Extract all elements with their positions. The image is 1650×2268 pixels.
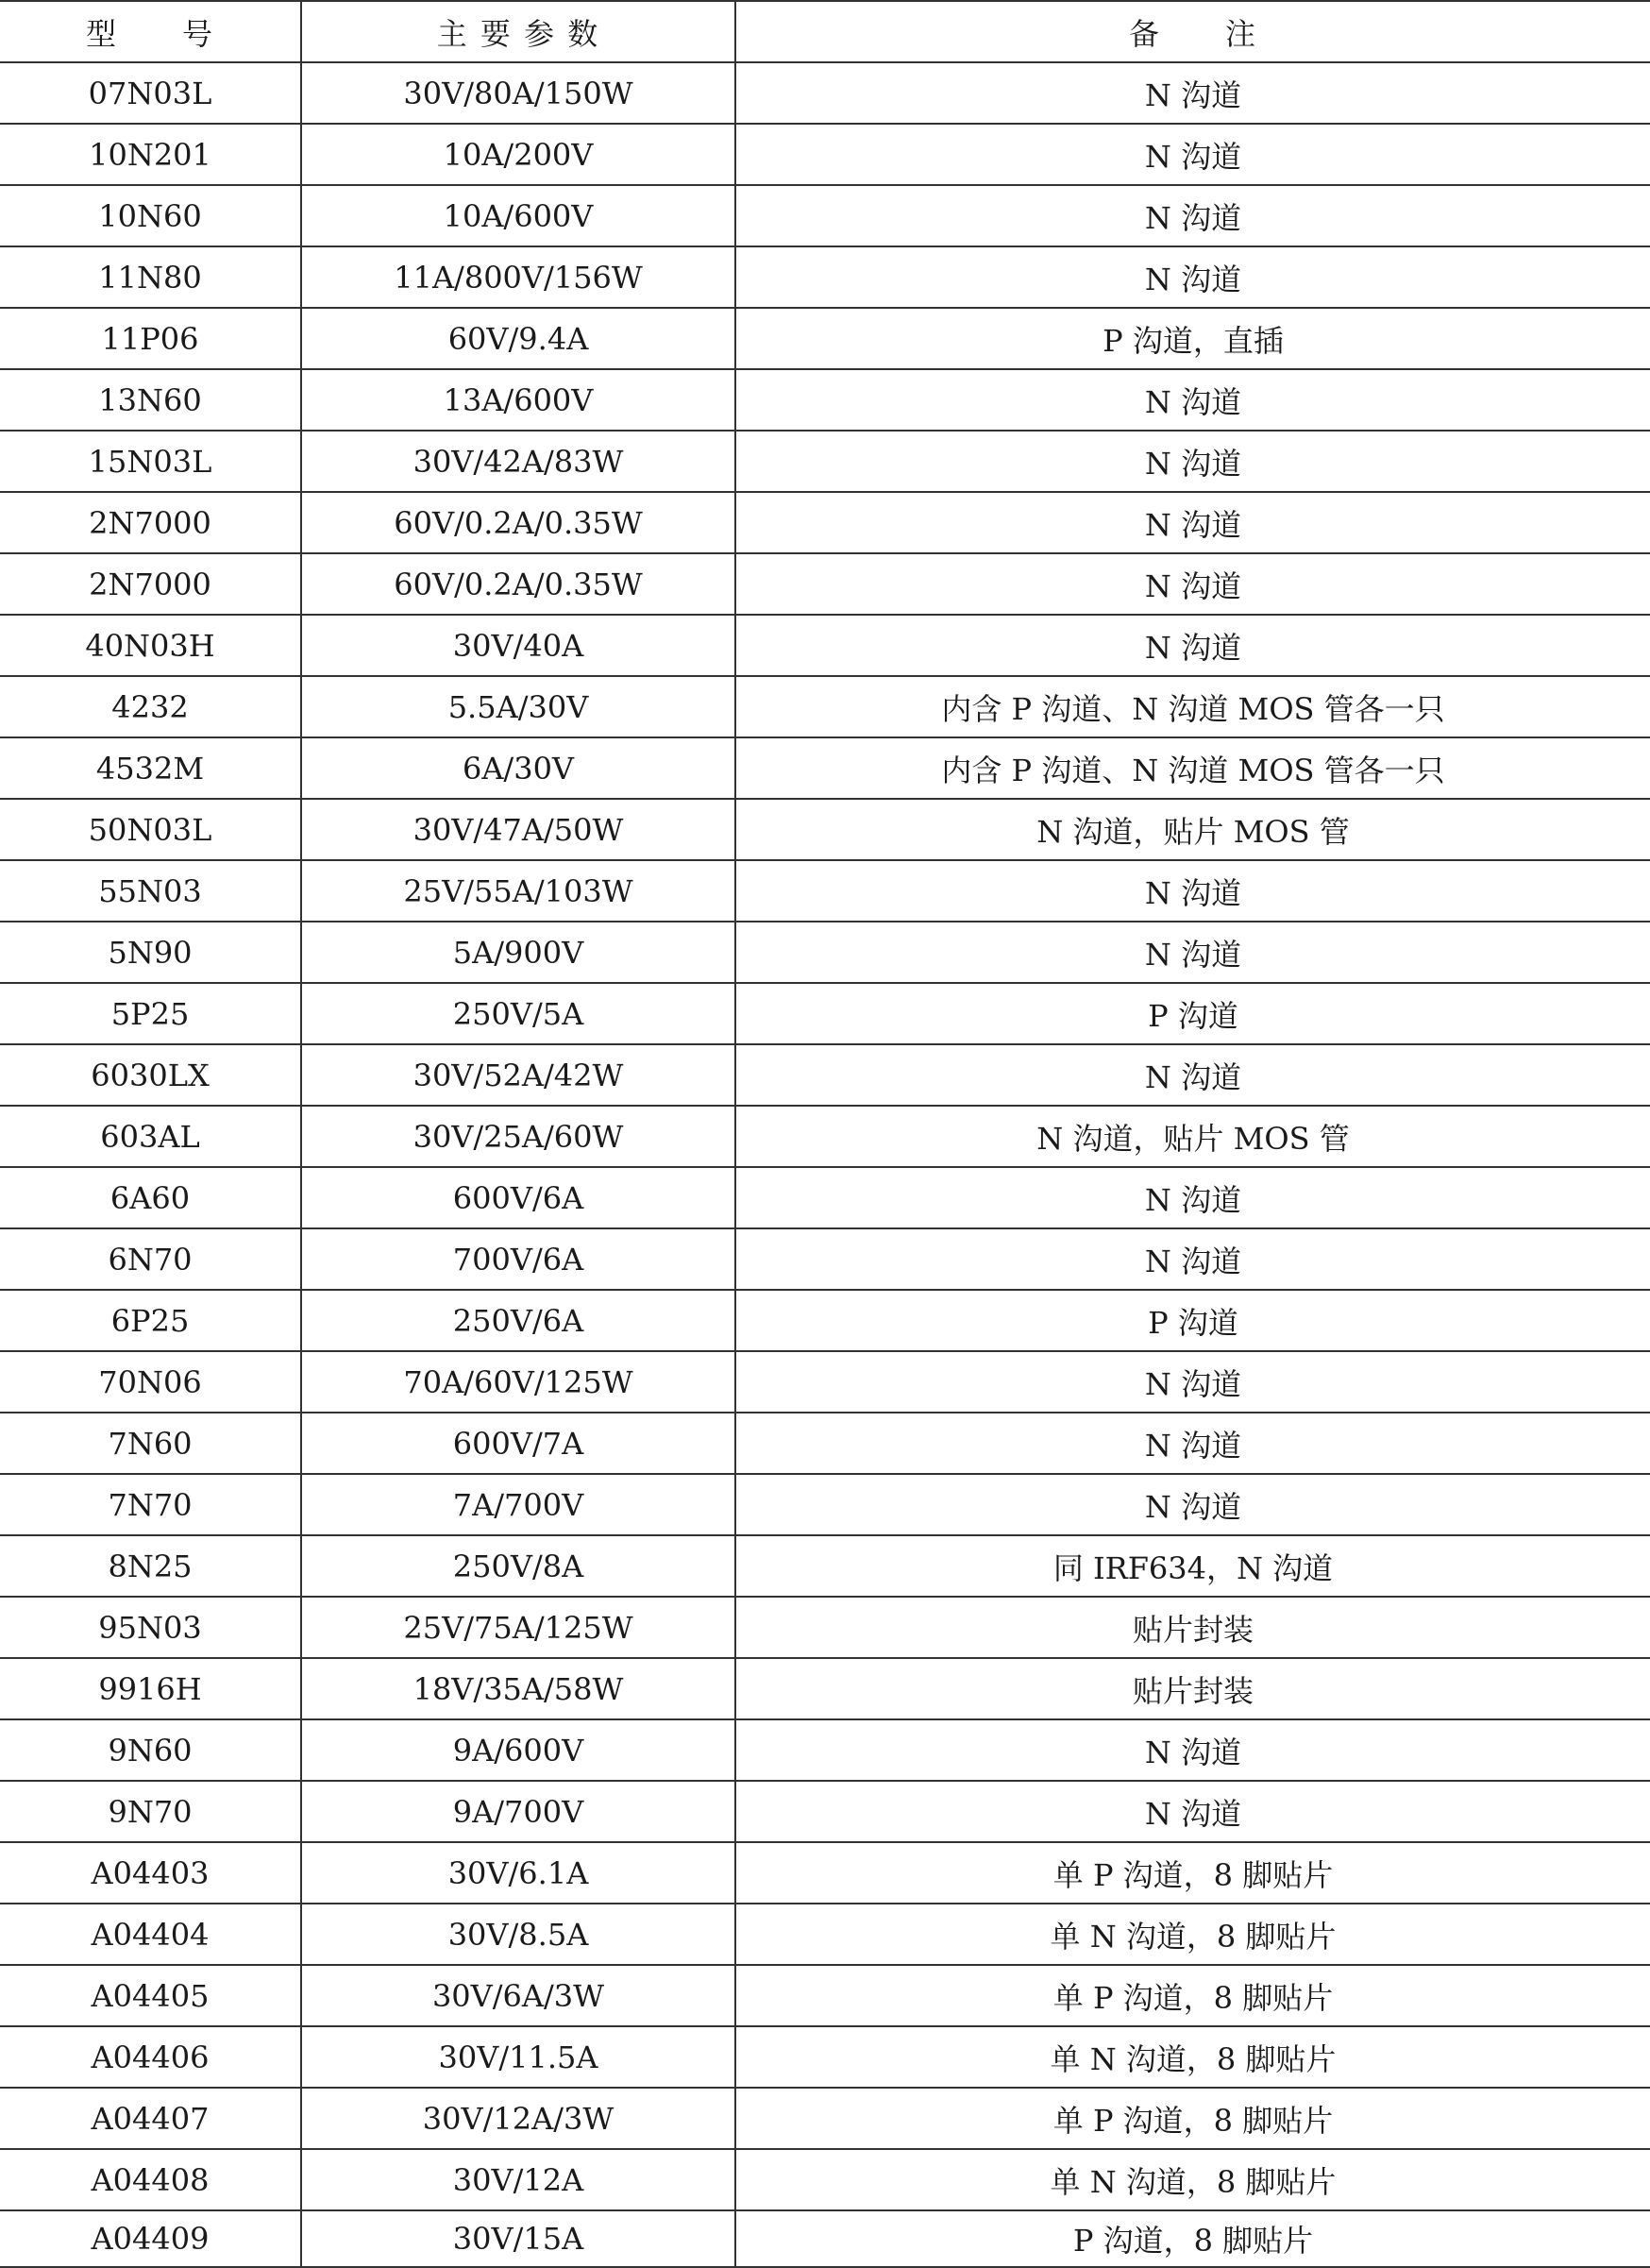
cell-params: 6A/30V: [301, 737, 735, 799]
table-row: [0, 431, 1650, 492]
header-main-params: 主 要 参 数: [301, 1, 735, 62]
table-row: [0, 1228, 1650, 1290]
cell-model: 07N03L: [0, 62, 301, 124]
cell-params: 60V/0.2A/0.35W: [301, 492, 735, 553]
cell-remarks: P 沟道，8 脚贴片: [735, 2210, 1650, 2267]
table-row: [0, 124, 1650, 185]
table-row: [0, 1904, 1650, 1965]
cell-params: 10A/600V: [301, 185, 735, 246]
cell-remarks: N 沟道: [735, 185, 1650, 246]
cell-remarks: N 沟道: [735, 922, 1650, 983]
table-row: [0, 922, 1650, 983]
cell-model: 11N80: [0, 246, 301, 308]
cell-remarks: P 沟道: [735, 1290, 1650, 1351]
cell-model: 9N70: [0, 1781, 301, 1842]
cell-remarks: P 沟道，直插: [735, 308, 1650, 369]
cell-params: 30V/12A/3W: [301, 2088, 735, 2149]
cell-remarks: 贴片封装: [735, 1597, 1650, 1658]
table-row: [0, 860, 1650, 922]
cell-remarks: N 沟道: [735, 246, 1650, 308]
cell-model: 5P25: [0, 983, 301, 1044]
table-row: [0, 676, 1650, 737]
cell-params: 5A/900V: [301, 922, 735, 983]
table-row: [0, 1044, 1650, 1106]
table-row: [0, 1413, 1650, 1474]
cell-params: 25V/55A/103W: [301, 860, 735, 922]
cell-model: 4232: [0, 676, 301, 737]
cell-model: 55N03: [0, 860, 301, 922]
cell-model: 6P25: [0, 1290, 301, 1351]
cell-remarks: N 沟道: [735, 1413, 1650, 1474]
table-row: [0, 615, 1650, 676]
cell-params: 9A/700V: [301, 1781, 735, 1842]
cell-params: 250V/8A: [301, 1535, 735, 1597]
cell-params: 30V/12A: [301, 2149, 735, 2210]
cell-remarks: 单 P 沟道，8 脚贴片: [735, 1965, 1650, 2026]
cell-params: 30V/11.5A: [301, 2026, 735, 2088]
table-row: [0, 246, 1650, 308]
cell-params: 600V/6A: [301, 1167, 735, 1228]
cell-params: 9A/600V: [301, 1719, 735, 1781]
table-body: [0, 62, 1650, 2267]
cell-model: 6030LX: [0, 1044, 301, 1106]
cell-model: 9N60: [0, 1719, 301, 1781]
cell-model: 6N70: [0, 1228, 301, 1290]
cell-remarks: P 沟道: [735, 983, 1650, 1044]
cell-model: 10N201: [0, 124, 301, 185]
cell-remarks: 单 N 沟道，8 脚贴片: [735, 2026, 1650, 2088]
cell-model: 95N03: [0, 1597, 301, 1658]
table-row: [0, 2210, 1650, 2267]
table-row: [0, 2088, 1650, 2149]
cell-model: 7N60: [0, 1413, 301, 1474]
cell-remarks: N 沟道: [735, 1351, 1650, 1413]
cell-remarks: N 沟道: [735, 1474, 1650, 1535]
cell-params: 10A/200V: [301, 124, 735, 185]
table-row: [0, 492, 1650, 553]
cell-params: 30V/15A: [301, 2210, 735, 2267]
cell-model: 15N03L: [0, 431, 301, 492]
cell-remarks: N 沟道: [735, 553, 1650, 615]
cell-remarks: 内含 P 沟道、N 沟道 MOS 管各一只: [735, 676, 1650, 737]
cell-remarks: N 沟道: [735, 62, 1650, 124]
table-row: [0, 1597, 1650, 1658]
cell-model: A04403: [0, 1842, 301, 1904]
cell-model: A04406: [0, 2026, 301, 2088]
table-row: [0, 1965, 1650, 2026]
cell-params: 11A/800V/156W: [301, 246, 735, 308]
table-row: [0, 1719, 1650, 1781]
cell-model: A04405: [0, 1965, 301, 2026]
table-row: [0, 1290, 1650, 1351]
cell-params: 700V/6A: [301, 1228, 735, 1290]
table-row: [0, 1535, 1650, 1597]
cell-params: 30V/6.1A: [301, 1842, 735, 1904]
table-row: [0, 2149, 1650, 2210]
cell-remarks: N 沟道: [735, 615, 1650, 676]
cell-params: 30V/6A/3W: [301, 1965, 735, 2026]
cell-params: 25V/75A/125W: [301, 1597, 735, 1658]
cell-model: 4532M: [0, 737, 301, 799]
cell-params: 30V/52A/42W: [301, 1044, 735, 1106]
table-row: [0, 2026, 1650, 2088]
cell-model: 9916H: [0, 1658, 301, 1719]
table-row: [0, 737, 1650, 799]
cell-remarks: N 沟道: [735, 124, 1650, 185]
cell-remarks: N 沟道: [735, 369, 1650, 431]
cell-model: A04409: [0, 2210, 301, 2267]
table-row: [0, 1842, 1650, 1904]
cell-remarks: N 沟道: [735, 1044, 1650, 1106]
table-row: [0, 799, 1650, 860]
table-row: [0, 1658, 1650, 1719]
cell-remarks: 内含 P 沟道、N 沟道 MOS 管各一只: [735, 737, 1650, 799]
cell-model: 13N60: [0, 369, 301, 431]
table-row: [0, 553, 1650, 615]
table-row: [0, 185, 1650, 246]
cell-model: 7N70: [0, 1474, 301, 1535]
cell-remarks: N 沟道: [735, 1228, 1650, 1290]
cell-params: 250V/5A: [301, 983, 735, 1044]
cell-model: 2N7000: [0, 492, 301, 553]
cell-remarks: 单 P 沟道，8 脚贴片: [735, 2088, 1650, 2149]
header-model: 型 号: [0, 1, 301, 62]
table-row: [0, 983, 1650, 1044]
cell-remarks: 单 N 沟道，8 脚贴片: [735, 1904, 1650, 1965]
cell-params: 60V/9.4A: [301, 308, 735, 369]
cell-remarks: N 沟道: [735, 1781, 1650, 1842]
cell-remarks: N 沟道，贴片 MOS 管: [735, 799, 1650, 860]
cell-params: 60V/0.2A/0.35W: [301, 553, 735, 615]
table-row: [0, 308, 1650, 369]
cell-remarks: N 沟道: [735, 492, 1650, 553]
cell-model: A04404: [0, 1904, 301, 1965]
cell-model: A04407: [0, 2088, 301, 2149]
cell-remarks: N 沟道: [735, 1719, 1650, 1781]
table-row: [0, 62, 1650, 124]
cell-params: 5.5A/30V: [301, 676, 735, 737]
header-remarks: 备 注: [735, 1, 1650, 62]
cell-remarks: N 沟道: [735, 860, 1650, 922]
cell-model: 10N60: [0, 185, 301, 246]
cell-remarks: 同 IRF634，N 沟道: [735, 1535, 1650, 1597]
cell-remarks: 单 N 沟道，8 脚贴片: [735, 2149, 1650, 2210]
cell-params: 7A/700V: [301, 1474, 735, 1535]
cell-params: 30V/25A/60W: [301, 1106, 735, 1167]
cell-model: 40N03H: [0, 615, 301, 676]
cell-model: A04408: [0, 2149, 301, 2210]
cell-model: 70N06: [0, 1351, 301, 1413]
cell-params: 30V/47A/50W: [301, 799, 735, 860]
table-row: [0, 1474, 1650, 1535]
cell-params: 30V/80A/150W: [301, 62, 735, 124]
cell-model: 6A60: [0, 1167, 301, 1228]
cell-remarks: N 沟道: [735, 1167, 1650, 1228]
cell-remarks: 单 P 沟道，8 脚贴片: [735, 1842, 1650, 1904]
cell-remarks: N 沟道，贴片 MOS 管: [735, 1106, 1650, 1167]
table-row: [0, 1781, 1650, 1842]
cell-params: 600V/7A: [301, 1413, 735, 1474]
table-row: [0, 1351, 1650, 1413]
cell-params: 30V/8.5A: [301, 1904, 735, 1965]
cell-model: 8N25: [0, 1535, 301, 1597]
cell-params: 250V/6A: [301, 1290, 735, 1351]
cell-model: 5N90: [0, 922, 301, 983]
table-row: [0, 1167, 1650, 1228]
cell-model: 11P06: [0, 308, 301, 369]
table-row: [0, 369, 1650, 431]
cell-model: 50N03L: [0, 799, 301, 860]
cell-params: 13A/600V: [301, 369, 735, 431]
cell-remarks: 贴片封装: [735, 1658, 1650, 1719]
cell-params: 30V/40A: [301, 615, 735, 676]
table-row: [0, 1106, 1650, 1167]
cell-remarks: N 沟道: [735, 431, 1650, 492]
table-header-row: [0, 1, 1650, 62]
cell-params: 18V/35A/58W: [301, 1658, 735, 1719]
cell-params: 30V/42A/83W: [301, 431, 735, 492]
cell-model: 603AL: [0, 1106, 301, 1167]
cell-model: 2N7000: [0, 553, 301, 615]
cell-params: 70A/60V/125W: [301, 1351, 735, 1413]
